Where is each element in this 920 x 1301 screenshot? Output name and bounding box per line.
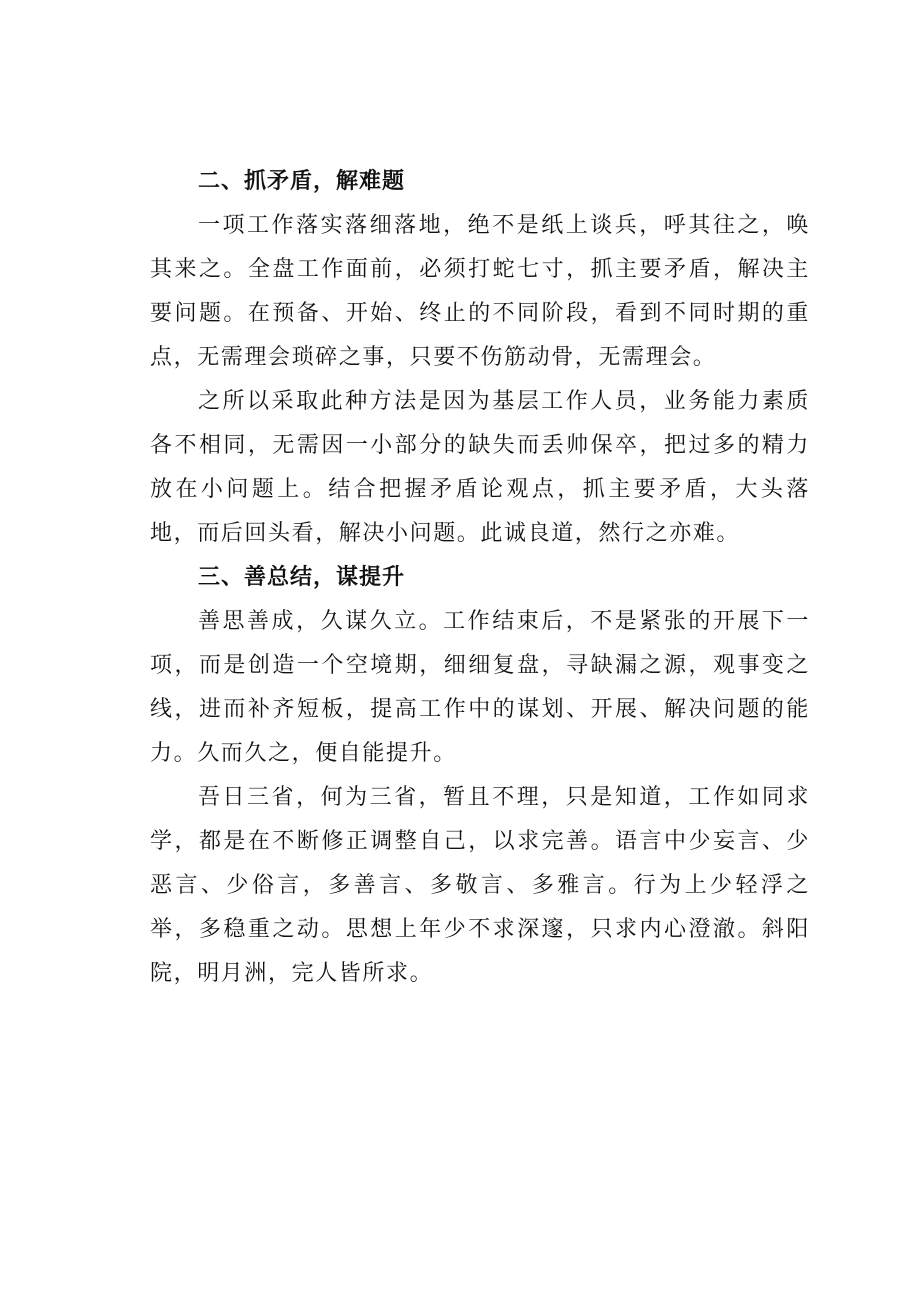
document-body bbox=[150, 160, 810, 996]
paragraph: 之所以采取此种方法是因为基层工作人员，业务能力素质各不相同，无需因一小部分的缺失而丢帅保卒，把过多的精力放在小问题上。结合把握矛盾论观点，抓主要矛盾，大头落地，而后回头看，解决小问题。此诚良道，然行之亦难。 bbox=[150, 389, 810, 546]
paragraph: 吾日三省，何为三省，暂且不理，只是知道，工作如同求学，都是在不断修正调整自己，以求完善。语言中少妄言、少恶言、少俗言，多善言、多敬言、多雅言。行为上少轻浮之举，多稳重之动。思想上年少不求深邃，只求内心澄澈。斜阳院，明月洲，完人皆所求。 bbox=[150, 785, 810, 986]
paragraph: 一项工作落实落细落地，绝不是纸上谈兵，呼其往之，唤其来之。全盘工作面前，必须打蛇七寸，抓主要矛盾，解决主要问题。在预备、开始、终止的不同阶段，看到不同时期的重点，无需理会琐碎之事，只要不伤筋动骨，无需理会。 bbox=[150, 213, 810, 370]
section-heading-3: 三、善总结，谋提升 bbox=[198, 565, 406, 590]
section-heading-2: 二、抓矛盾，解难题 bbox=[198, 169, 406, 194]
paragraph: 善思善成，久谋久立。工作结束后，不是紧张的开展下一项，而是创造一个空境期，细细复盘，寻缺漏之源，观事变之线，进而补齐短板，提高工作中的谋划、开展、解决问题的能力。久而久之，便自能提升。 bbox=[150, 609, 810, 766]
